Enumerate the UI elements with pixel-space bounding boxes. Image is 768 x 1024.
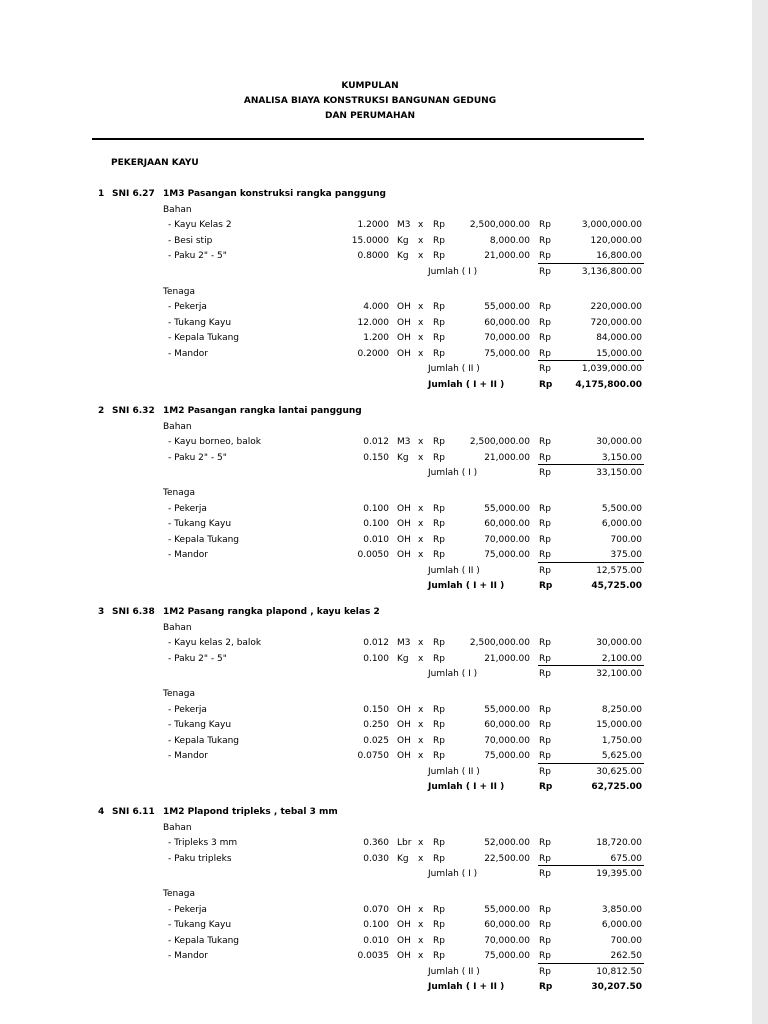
jumlah-labor-label: Jumlah ( II ) bbox=[428, 766, 480, 777]
item-quantity: 4.000 bbox=[363, 302, 389, 313]
jumlah-labor-value: 1,039,000.00 bbox=[581, 364, 642, 375]
item-quantity: 0.025 bbox=[363, 735, 389, 746]
item-unit: Kg bbox=[397, 251, 409, 261]
item-unit: Kg bbox=[397, 653, 409, 664]
currency-label: Rp bbox=[539, 452, 551, 463]
item-unit: M3 bbox=[397, 220, 411, 230]
item-name: - Tukang Kayu bbox=[168, 720, 232, 731]
item-quantity: 15.0000 bbox=[351, 235, 389, 246]
jumlah-material-label: Jumlah ( I ) bbox=[428, 468, 478, 478]
item-name: - Pekerja bbox=[168, 503, 207, 514]
item-total: 1,750.00 bbox=[601, 735, 642, 746]
item-quantity: 0.012 bbox=[363, 437, 389, 447]
currency-label: Rp bbox=[539, 653, 551, 664]
multiply-sign: x bbox=[418, 838, 424, 848]
currency-label: Rp bbox=[539, 503, 551, 514]
currency-label: Rp bbox=[539, 853, 551, 864]
item-unit-price: 55,000.00 bbox=[484, 503, 530, 514]
item-unit-price: 8,000.00 bbox=[489, 235, 530, 246]
item-unit-price: 55,000.00 bbox=[484, 904, 530, 915]
bahan-heading: Bahan bbox=[163, 204, 192, 215]
currency-label: Rp bbox=[433, 452, 445, 463]
item-total: 3,000,000.00 bbox=[581, 220, 642, 230]
jumlah-material-value: 33,150.00 bbox=[596, 468, 642, 478]
item-name: - Mandor bbox=[168, 348, 209, 359]
item-unit: OH bbox=[397, 935, 411, 946]
item-name: - Pekerja bbox=[168, 704, 207, 715]
item-unit-price: 70,000.00 bbox=[484, 534, 530, 545]
item-unit-price: 21,000.00 bbox=[484, 653, 530, 664]
item-name: - Paku tripleks bbox=[168, 853, 232, 864]
jumlah-total-label: Jumlah ( I + II ) bbox=[428, 581, 505, 592]
currency-label: Rp bbox=[539, 904, 551, 915]
header-line-1: KUMPULAN bbox=[341, 81, 399, 91]
currency-label: Rp bbox=[433, 550, 445, 561]
item-quantity: 0.030 bbox=[363, 853, 389, 864]
item-unit-price: 60,000.00 bbox=[484, 720, 530, 731]
jumlah-material-label: Jumlah ( I ) bbox=[428, 669, 478, 679]
currency-label: Rp bbox=[539, 751, 551, 762]
item-name: - Kepala Tukang bbox=[168, 333, 240, 344]
item-unit-price: 70,000.00 bbox=[484, 333, 530, 344]
multiply-sign: x bbox=[418, 704, 424, 715]
header-line-2: ANALISA BIAYA KONSTRUKSI BANGUNAN GEDUNG bbox=[243, 96, 497, 106]
item-total: 6,000.00 bbox=[601, 920, 642, 931]
multiply-sign: x bbox=[418, 333, 424, 344]
item-total: 16,800.00 bbox=[596, 251, 642, 261]
item-total: 262.50 bbox=[610, 951, 642, 962]
tenaga-subtotal-rule bbox=[538, 360, 644, 361]
item-total: 120,000.00 bbox=[590, 235, 642, 246]
item-total: 6,000.00 bbox=[601, 519, 642, 530]
item-name: - Tukang Kayu bbox=[168, 920, 232, 931]
currency-label: Rp bbox=[539, 534, 551, 545]
currency-label: Rp bbox=[433, 503, 445, 514]
item-unit-price: 60,000.00 bbox=[484, 920, 530, 931]
item-name: - Kepala Tukang bbox=[168, 735, 240, 746]
item-name: - Mandor bbox=[168, 550, 209, 561]
item-quantity: 0.0050 bbox=[357, 550, 389, 561]
item-unit: OH bbox=[397, 735, 411, 746]
jumlah-material-label: Jumlah ( I ) bbox=[428, 266, 478, 277]
currency-label: Rp bbox=[539, 869, 551, 879]
bahan-subtotal-rule bbox=[538, 464, 644, 465]
currency-label: Rp bbox=[539, 437, 551, 447]
item-quantity: 0.100 bbox=[363, 519, 389, 530]
item-unit-price: 70,000.00 bbox=[484, 935, 530, 946]
item-total: 700.00 bbox=[610, 935, 642, 946]
currency-label: Rp bbox=[433, 704, 445, 715]
currency-label: Rp bbox=[433, 519, 445, 530]
item-name: - Tripleks 3 mm bbox=[168, 838, 238, 848]
item-unit-price: 2,500,000.00 bbox=[469, 437, 530, 447]
multiply-sign: x bbox=[418, 235, 424, 246]
multiply-sign: x bbox=[418, 935, 424, 946]
multiply-sign: x bbox=[418, 220, 424, 230]
section-number: 4 bbox=[98, 807, 105, 817]
item-name: - Paku 2" - 5" bbox=[168, 653, 227, 664]
multiply-sign: x bbox=[418, 904, 424, 915]
jumlah-material-value: 3,136,800.00 bbox=[581, 266, 642, 277]
item-name: - Paku 2" - 5" bbox=[168, 452, 227, 463]
item-name: - Besi stip bbox=[168, 235, 213, 246]
section-number: 1 bbox=[98, 189, 105, 199]
currency-label: Rp bbox=[539, 951, 551, 962]
jumlah-total-value: 45,725.00 bbox=[591, 581, 642, 592]
currency-label: Rp bbox=[539, 379, 553, 390]
section-code: SNI 6.38 bbox=[112, 607, 155, 617]
multiply-sign: x bbox=[418, 503, 424, 514]
currency-label: Rp bbox=[539, 920, 551, 931]
multiply-sign: x bbox=[418, 348, 424, 359]
currency-label: Rp bbox=[539, 735, 551, 746]
currency-label: Rp bbox=[539, 333, 551, 344]
jumlah-total-value: 62,725.00 bbox=[591, 782, 642, 793]
item-unit-price: 21,000.00 bbox=[484, 452, 530, 463]
currency-label: Rp bbox=[539, 638, 551, 648]
item-name: - Kayu borneo, balok bbox=[168, 437, 261, 447]
item-unit: OH bbox=[397, 550, 411, 561]
currency-label: Rp bbox=[433, 653, 445, 664]
item-quantity: 0.012 bbox=[363, 638, 389, 648]
section-number: 2 bbox=[98, 406, 105, 416]
currency-label: Rp bbox=[539, 565, 551, 576]
item-total: 15,000.00 bbox=[596, 348, 642, 359]
jumlah-labor-label: Jumlah ( II ) bbox=[428, 966, 480, 977]
item-quantity: 0.8000 bbox=[357, 251, 389, 261]
currency-label: Rp bbox=[433, 751, 445, 762]
multiply-sign: x bbox=[418, 251, 424, 261]
section-title: 1M3 Pasangan konstruksi rangka panggung bbox=[163, 189, 386, 199]
item-unit-price: 75,000.00 bbox=[484, 951, 530, 962]
currency-label: Rp bbox=[433, 437, 445, 447]
currency-label: Rp bbox=[539, 935, 551, 946]
item-total: 8,250.00 bbox=[601, 704, 642, 715]
item-unit-price: 60,000.00 bbox=[484, 317, 530, 328]
currency-label: Rp bbox=[539, 364, 551, 375]
bahan-subtotal-rule bbox=[538, 665, 644, 666]
item-name: - Paku 2" - 5" bbox=[168, 251, 227, 261]
item-quantity: 0.360 bbox=[363, 838, 389, 848]
item-name: - Mandor bbox=[168, 751, 209, 762]
currency-label: Rp bbox=[433, 853, 445, 864]
item-unit: OH bbox=[397, 904, 411, 915]
currency-label: Rp bbox=[433, 920, 445, 931]
item-quantity: 0.100 bbox=[363, 503, 389, 514]
item-quantity: 0.150 bbox=[363, 704, 389, 715]
multiply-sign: x bbox=[418, 853, 424, 864]
currency-label: Rp bbox=[539, 581, 553, 592]
item-unit: Kg bbox=[397, 235, 409, 246]
item-unit: OH bbox=[397, 333, 411, 344]
item-quantity: 0.250 bbox=[363, 720, 389, 731]
item-quantity: 0.010 bbox=[363, 534, 389, 545]
item-quantity: 0.100 bbox=[363, 653, 389, 664]
bahan-subtotal-rule bbox=[538, 865, 644, 866]
item-unit: OH bbox=[397, 534, 411, 545]
bahan-heading: Bahan bbox=[163, 622, 192, 633]
bahan-heading: Bahan bbox=[163, 822, 192, 833]
currency-label: Rp bbox=[539, 220, 551, 230]
item-unit: OH bbox=[397, 503, 411, 514]
currency-label: Rp bbox=[539, 266, 551, 277]
multiply-sign: x bbox=[418, 519, 424, 530]
currency-label: Rp bbox=[539, 519, 551, 530]
currency-label: Rp bbox=[539, 782, 553, 793]
currency-label: Rp bbox=[539, 669, 551, 679]
tenaga-subtotal-rule bbox=[538, 562, 644, 563]
item-unit-price: 52,000.00 bbox=[484, 838, 530, 848]
currency-label: Rp bbox=[433, 638, 445, 648]
item-total: 2,100.00 bbox=[601, 653, 642, 664]
currency-label: Rp bbox=[433, 534, 445, 545]
item-total: 3,850.00 bbox=[601, 904, 642, 915]
currency-label: Rp bbox=[433, 302, 445, 313]
jumlah-material-value: 32,100.00 bbox=[596, 669, 642, 679]
multiply-sign: x bbox=[418, 951, 424, 962]
currency-label: Rp bbox=[539, 704, 551, 715]
multiply-sign: x bbox=[418, 550, 424, 561]
item-total: 5,500.00 bbox=[601, 503, 642, 514]
multiply-sign: x bbox=[418, 317, 424, 328]
multiply-sign: x bbox=[418, 452, 424, 463]
item-total: 18,720.00 bbox=[596, 838, 642, 848]
item-unit: OH bbox=[397, 920, 411, 931]
item-total: 375.00 bbox=[610, 550, 642, 561]
item-name: - Kayu kelas 2, balok bbox=[168, 638, 262, 648]
tenaga-subtotal-rule bbox=[538, 763, 644, 764]
currency-label: Rp bbox=[539, 235, 551, 246]
tenaga-heading: Tenaga bbox=[163, 889, 195, 900]
jumlah-labor-label: Jumlah ( II ) bbox=[428, 565, 480, 576]
item-unit: OH bbox=[397, 704, 411, 715]
section-number: 3 bbox=[98, 607, 105, 617]
currency-label: Rp bbox=[433, 838, 445, 848]
jumlah-total-label: Jumlah ( I + II ) bbox=[428, 379, 505, 390]
tenaga-heading: Tenaga bbox=[163, 689, 195, 700]
item-unit: OH bbox=[397, 317, 411, 328]
currency-label: Rp bbox=[433, 333, 445, 344]
item-unit: M3 bbox=[397, 638, 411, 648]
currency-label: Rp bbox=[539, 766, 551, 777]
item-unit-price: 70,000.00 bbox=[484, 735, 530, 746]
jumlah-total-value: 30,207.50 bbox=[591, 982, 642, 993]
multiply-sign: x bbox=[418, 720, 424, 731]
currency-label: Rp bbox=[433, 935, 445, 946]
item-total: 220,000.00 bbox=[590, 302, 642, 313]
item-unit: OH bbox=[397, 348, 411, 359]
section-code: SNI 6.11 bbox=[112, 807, 155, 817]
jumlah-total-label: Jumlah ( I + II ) bbox=[428, 982, 505, 993]
item-unit: OH bbox=[397, 720, 411, 731]
header-rule bbox=[92, 138, 644, 140]
item-quantity: 0.070 bbox=[363, 904, 389, 915]
multiply-sign: x bbox=[418, 920, 424, 931]
currency-label: Rp bbox=[433, 720, 445, 731]
currency-label: Rp bbox=[433, 317, 445, 328]
item-unit: Kg bbox=[397, 853, 409, 864]
item-total: 30,000.00 bbox=[596, 437, 642, 447]
section-code: SNI 6.27 bbox=[112, 189, 155, 199]
item-total: 30,000.00 bbox=[596, 638, 642, 648]
multiply-sign: x bbox=[418, 735, 424, 746]
item-unit-price: 75,000.00 bbox=[484, 550, 530, 561]
item-name: - Pekerja bbox=[168, 904, 207, 915]
jumlah-labor-value: 30,625.00 bbox=[596, 766, 642, 777]
currency-label: Rp bbox=[539, 251, 551, 261]
item-unit: Lbr bbox=[397, 838, 412, 848]
item-unit: OH bbox=[397, 751, 411, 762]
item-total: 84,000.00 bbox=[596, 333, 642, 344]
currency-label: Rp bbox=[539, 317, 551, 328]
item-quantity: 0.010 bbox=[363, 935, 389, 946]
item-unit-price: 55,000.00 bbox=[484, 302, 530, 313]
item-quantity: 0.150 bbox=[363, 452, 389, 463]
item-quantity: 1.2000 bbox=[357, 220, 389, 230]
item-unit-price: 75,000.00 bbox=[484, 348, 530, 359]
currency-label: Rp bbox=[539, 966, 551, 977]
item-total: 15,000.00 bbox=[596, 720, 642, 731]
chapter-title: PEKERJAAN KAYU bbox=[111, 158, 199, 168]
currency-label: Rp bbox=[433, 904, 445, 915]
item-unit-price: 2,500,000.00 bbox=[469, 638, 530, 648]
item-unit: M3 bbox=[397, 437, 411, 447]
item-total: 675.00 bbox=[610, 853, 642, 864]
item-unit-price: 55,000.00 bbox=[484, 704, 530, 715]
currency-label: Rp bbox=[539, 720, 551, 731]
multiply-sign: x bbox=[418, 751, 424, 762]
currency-label: Rp bbox=[433, 951, 445, 962]
multiply-sign: x bbox=[418, 302, 424, 313]
item-total: 700.00 bbox=[610, 534, 642, 545]
item-name: - Tukang Kayu bbox=[168, 519, 232, 530]
item-name: - Tukang Kayu bbox=[168, 317, 232, 328]
section-title: 1M2 Pasangan rangka lantai panggung bbox=[163, 406, 362, 416]
item-quantity: 0.2000 bbox=[357, 348, 389, 359]
item-name: - Pekerja bbox=[168, 302, 207, 313]
jumlah-material-label: Jumlah ( I ) bbox=[428, 869, 478, 879]
item-unit: Kg bbox=[397, 452, 409, 463]
currency-label: Rp bbox=[433, 348, 445, 359]
jumlah-labor-label: Jumlah ( II ) bbox=[428, 364, 480, 375]
tenaga-subtotal-rule bbox=[538, 963, 644, 964]
tenaga-heading: Tenaga bbox=[163, 488, 195, 499]
item-quantity: 12.000 bbox=[357, 317, 389, 328]
jumlah-total-value: 4,175,800.00 bbox=[575, 379, 642, 390]
item-unit-price: 21,000.00 bbox=[484, 251, 530, 261]
currency-label: Rp bbox=[433, 220, 445, 230]
currency-label: Rp bbox=[539, 468, 551, 478]
item-unit-price: 60,000.00 bbox=[484, 519, 530, 530]
item-unit-price: 75,000.00 bbox=[484, 751, 530, 762]
item-quantity: 0.100 bbox=[363, 920, 389, 931]
bahan-subtotal-rule bbox=[538, 263, 644, 264]
item-quantity: 0.0750 bbox=[357, 751, 389, 762]
multiply-sign: x bbox=[418, 653, 424, 664]
item-unit: OH bbox=[397, 519, 411, 530]
jumlah-material-value: 19,395.00 bbox=[596, 869, 642, 879]
item-quantity: 0.0035 bbox=[357, 951, 389, 962]
multiply-sign: x bbox=[418, 437, 424, 447]
section-title: 1M2 Plapond tripleks , tebal 3 mm bbox=[163, 807, 338, 817]
item-name: - Mandor bbox=[168, 951, 209, 962]
currency-label: Rp bbox=[539, 838, 551, 848]
jumlah-labor-value: 12,575.00 bbox=[596, 565, 642, 576]
item-name: - Kayu Kelas 2 bbox=[168, 220, 232, 230]
item-quantity: 1.200 bbox=[363, 333, 389, 344]
bahan-heading: Bahan bbox=[163, 421, 192, 432]
item-total: 720,000.00 bbox=[590, 317, 642, 328]
section-code: SNI 6.32 bbox=[112, 406, 155, 416]
currency-label: Rp bbox=[433, 735, 445, 746]
section-title: 1M2 Pasang rangka plapond , kayu kelas 2 bbox=[163, 607, 380, 617]
currency-label: Rp bbox=[433, 251, 445, 261]
tenaga-heading: Tenaga bbox=[163, 286, 195, 297]
multiply-sign: x bbox=[418, 638, 424, 648]
multiply-sign: x bbox=[418, 534, 424, 545]
item-total: 5,625.00 bbox=[601, 751, 642, 762]
header-line-3: DAN PERUMAHAN bbox=[324, 111, 416, 121]
item-name: - Kepala Tukang bbox=[168, 935, 240, 946]
item-unit-price: 22,500.00 bbox=[484, 853, 530, 864]
currency-label: Rp bbox=[539, 348, 551, 359]
jumlah-labor-value: 10,812.50 bbox=[596, 966, 642, 977]
item-unit: OH bbox=[397, 951, 411, 962]
currency-label: Rp bbox=[539, 302, 551, 313]
item-total: 3,150.00 bbox=[601, 452, 642, 463]
jumlah-total-label: Jumlah ( I + II ) bbox=[428, 782, 505, 793]
currency-label: Rp bbox=[539, 550, 551, 561]
item-unit-price: 2,500,000.00 bbox=[469, 220, 530, 230]
currency-label: Rp bbox=[433, 235, 445, 246]
currency-label: Rp bbox=[539, 982, 553, 993]
item-name: - Kepala Tukang bbox=[168, 534, 240, 545]
item-unit: OH bbox=[397, 302, 411, 313]
